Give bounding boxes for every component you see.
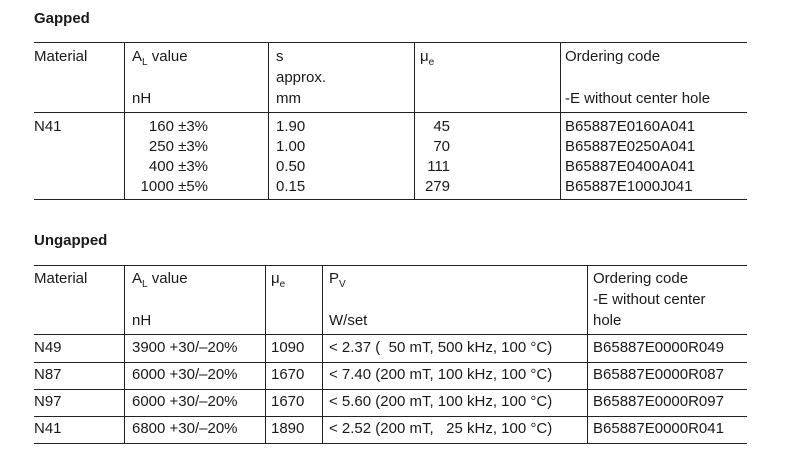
header-pv-unit: W/set	[329, 312, 368, 329]
header-s-unit: mm	[276, 90, 301, 107]
ungapped-row-rule	[34, 416, 747, 417]
gapped-mu: 70	[433, 138, 450, 155]
header-ordering-note: -E without center	[593, 291, 706, 308]
ungapped-material: N87	[34, 366, 62, 383]
gapped-s: 1.90	[276, 118, 306, 135]
ungapped-al: 6800 +30/–20%	[132, 420, 238, 437]
ungapped-code: B65887E0000R087	[593, 366, 724, 383]
ungapped-col-divider	[587, 265, 588, 443]
header-ordering-code: Ordering code	[593, 270, 689, 287]
header-ordering-note: -E without center hole	[565, 90, 711, 107]
header-ordering-code: Ordering code	[565, 48, 661, 65]
ungapped-material: N97	[34, 393, 62, 410]
header-mu-e: $\mu_e$	[271, 270, 286, 290]
header-pv: $P_V$	[329, 270, 346, 290]
ungapped-mu: 1670	[271, 366, 305, 383]
gapped-col-divider	[124, 42, 125, 199]
header-material: Material	[34, 48, 88, 65]
gapped-col-divider	[560, 42, 561, 199]
gapped-mu: 279	[424, 178, 450, 195]
ungapped-code: B65887E0000R041	[593, 420, 724, 437]
ungapped-header-rule	[34, 334, 747, 335]
ungapped-pv: < 7.40 (200 mT, 100 kHz, 100 °C)	[329, 366, 553, 383]
gapped-s: 0.50	[276, 158, 306, 175]
ungapped-col-divider	[265, 265, 266, 443]
header-mu-e: $\mu_e$	[420, 48, 435, 68]
gapped-col-divider	[268, 42, 269, 199]
ungapped-mu: 1890	[271, 420, 305, 437]
header-material: Material	[34, 270, 88, 287]
gapped-material: N41	[34, 118, 62, 135]
ungapped-row-rule	[34, 362, 747, 363]
gapped-title: Gapped	[34, 10, 90, 27]
gapped-al: 1000 ±5%	[140, 178, 208, 195]
ungapped-code: B65887E0000R097	[593, 393, 724, 410]
gapped-al: 250 ±3%	[148, 138, 208, 155]
gapped-header-rule	[34, 112, 747, 113]
header-ordering-note: hole	[593, 312, 622, 329]
header-s: s	[276, 48, 284, 65]
gapped-code: B65887E1000J041	[565, 178, 693, 195]
ungapped-title: Ungapped	[34, 232, 108, 249]
ungapped-bottom-rule	[34, 443, 747, 444]
ungapped-col-divider	[322, 265, 323, 443]
header-al-unit: nH	[132, 312, 152, 329]
ungapped-al: 6000 +30/–20%	[132, 393, 238, 410]
ungapped-row-rule	[34, 389, 747, 390]
ungapped-col-divider	[124, 265, 125, 443]
ungapped-al: 3900 +30/–20%	[132, 339, 238, 356]
ungapped-pv: < 2.37 ( 50 mT, 500 kHz, 100 °C)	[329, 339, 553, 356]
ungapped-top-rule	[34, 265, 747, 266]
gapped-code: B65887E0160A041	[565, 118, 696, 135]
ungapped-mu: 1670	[271, 393, 305, 410]
ungapped-material: N41	[34, 420, 62, 437]
gapped-top-rule	[34, 42, 747, 43]
gapped-code: B65887E0400A041	[565, 158, 696, 175]
gapped-col-divider	[414, 42, 415, 199]
gapped-al: 400 ±3%	[148, 158, 208, 175]
gapped-mu: 111	[427, 158, 450, 175]
ungapped-pv: < 2.52 (200 mT, 25 kHz, 100 °C)	[329, 420, 553, 437]
header-s-approx: approx.	[276, 69, 327, 86]
ungapped-al: 6000 +30/–20%	[132, 366, 238, 383]
gapped-al: 160 ±3%	[148, 118, 208, 135]
gapped-bottom-rule	[34, 199, 747, 200]
header-al-unit: nH	[132, 90, 152, 107]
gapped-s: 0.15	[276, 178, 306, 195]
gapped-code: B65887E0250A041	[565, 138, 696, 155]
ungapped-mu: 1090	[271, 339, 305, 356]
gapped-s: 1.00	[276, 138, 306, 155]
ungapped-pv: < 5.60 (200 mT, 100 kHz, 100 °C)	[329, 393, 553, 410]
ungapped-material: N49	[34, 339, 62, 356]
gapped-mu: 45	[433, 118, 450, 135]
ungapped-code: B65887E0000R049	[593, 339, 724, 356]
header-al-value: $A_L$ value	[132, 270, 188, 290]
header-al-value: $A_L$ value	[132, 48, 188, 68]
